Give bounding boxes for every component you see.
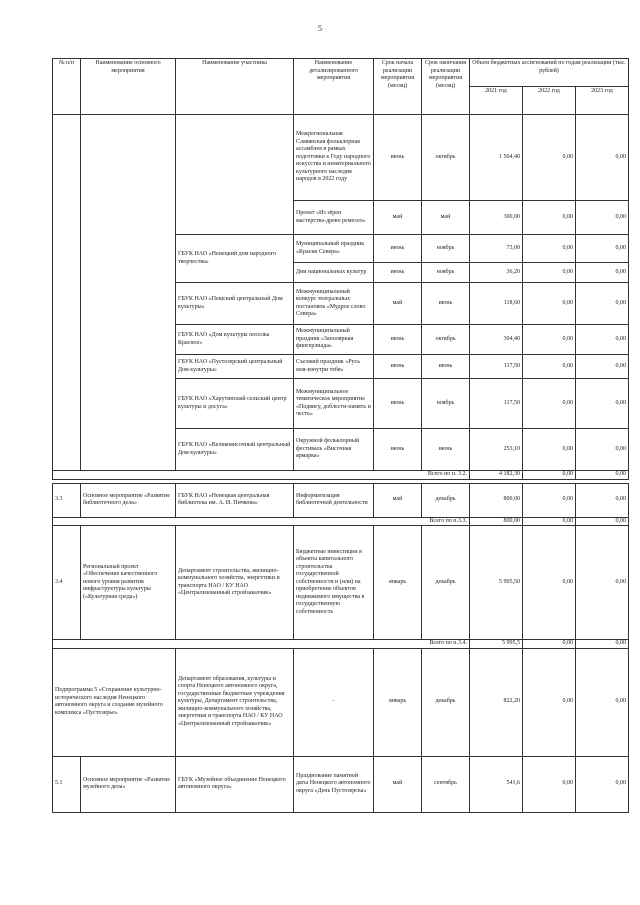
row-start: июнь xyxy=(374,355,422,379)
row-2023: 0,00 xyxy=(576,648,629,756)
total-2021: 5 995,5 xyxy=(470,640,523,649)
row-start: май xyxy=(374,483,422,517)
row-2021: 541,6 xyxy=(470,756,523,812)
row-2021: 1 564,40 xyxy=(470,115,523,201)
row-2023: 0,00 xyxy=(576,201,629,235)
row-end: октябрь xyxy=(422,115,470,201)
row-main-event: Основное мероприятие «Развитие музейного дела» xyxy=(81,756,176,812)
row-2021: 117,50 xyxy=(470,355,523,379)
row-2021: 304,40 xyxy=(470,325,523,355)
row-2021: 36,20 xyxy=(470,263,523,283)
total-2023: 0,00 xyxy=(576,640,629,649)
row-2023: 0,00 xyxy=(576,429,629,471)
row-main-event: Основное мероприятие «Развитие библиотечного дела» xyxy=(81,483,176,517)
row-detail: Бюджетные инвестиции в объекты капитального строительства государственной собственности и (или) на приобретение объектов недвижимого имущества в государственную собственность xyxy=(294,526,374,640)
row-detail: Информатизация библиотечной деятельности xyxy=(294,483,374,517)
row-start: июнь xyxy=(374,379,422,429)
row-2023: 0,00 xyxy=(576,355,629,379)
row-end: сентябрь xyxy=(422,756,470,812)
row-start: май xyxy=(374,201,422,235)
row-2022: 0,00 xyxy=(523,756,576,812)
row-participant: ГБУК НАО «Ненецкий дом народного творчества» xyxy=(176,235,294,283)
total-row xyxy=(53,517,629,526)
row-end: декабрь xyxy=(422,483,470,517)
row-detail: Межмуниципальный праздник «Заполярная фингерлиада» xyxy=(294,325,374,355)
total-2022: 0,00 xyxy=(523,517,576,526)
row-2021: 73,00 xyxy=(470,235,523,263)
row-num xyxy=(53,115,81,471)
row-2021: 5 995,50 xyxy=(470,526,523,640)
row-2023: 0,00 xyxy=(576,483,629,517)
header-main-event: Наименование основного мероприятия xyxy=(81,59,176,115)
table-row xyxy=(53,115,629,201)
row-participant: ГБУК НАО «Пешский центральный Дом культуры» xyxy=(176,283,294,325)
row-end: ноябрь xyxy=(422,235,470,263)
row-detail: Межрегиональная Славянская фольклорная ассамблея в рамках подготовки к Году народного искусства и нематериального культурного наследия народов в 2022 году xyxy=(294,115,374,201)
row-2022: 0,00 xyxy=(523,263,576,283)
row-main-event: Региональный проект «Обеспечение качественного нового уровня развития инфраструктуры культуры («Культурная среда») xyxy=(81,526,176,640)
row-end: ноябрь xyxy=(422,379,470,429)
row-2022: 0,00 xyxy=(523,379,576,429)
total-2021: 4 182,30 xyxy=(470,471,523,480)
total-2023: 0,00 xyxy=(576,517,629,526)
row-2022: 0,00 xyxy=(523,355,576,379)
row-detail: - xyxy=(294,648,374,756)
row-participant: ГБУК НАО «Харутинский сельский центр культуры и досуга» xyxy=(176,379,294,429)
row-2022: 0,00 xyxy=(523,115,576,201)
row-subprogram: Подпрограмма 5 «Сохранение культурно-исторического наследия Ненецкого автономного округа и создание музейного комплекса «Пустозерье» xyxy=(53,648,176,756)
total-label: Всего по п.3.4. xyxy=(53,640,470,649)
row-detail: Съезжий праздник «Русь моя-изнутри тебя» xyxy=(294,355,374,379)
header-budget: Объем бюджетных ассигнований по годам реализации (тыс. рублей) xyxy=(470,59,629,87)
header-start: Срок начала реализации мероприятия (месяц) xyxy=(374,59,422,115)
row-end: ноябрь xyxy=(422,263,470,283)
row-num: 5.1 xyxy=(53,756,81,812)
row-end: декабрь xyxy=(422,526,470,640)
table-row xyxy=(53,756,629,812)
row-participant: Департамент образования, культуры и спорта Ненецкого автономного округа, государственные бюджетные учреждения культуры, Департамент строительства, жилищно-коммунального хозяйства, энергетики и транспорта НАО / КУ НАО «Централизованный стройзаказчик» xyxy=(176,648,294,756)
row-2021: 300,00 xyxy=(470,201,523,235)
row-2022: 0,00 xyxy=(523,235,576,263)
total-2021: 800,00 xyxy=(470,517,523,526)
row-2022: 0,00 xyxy=(523,429,576,471)
row-participant: ГБУК НАО «Дом культуры поселка Красное» xyxy=(176,325,294,355)
row-2023: 0,00 xyxy=(576,526,629,640)
row-detail: Межмуниципальный конкурс театральных постановок «Мудрое слово Севера» xyxy=(294,283,374,325)
row-start: январь xyxy=(374,648,422,756)
total-label: Всего по п.3.3. xyxy=(53,517,470,526)
row-start: июнь xyxy=(374,235,422,263)
row-2022: 0,00 xyxy=(523,325,576,355)
row-2022: 0,00 xyxy=(523,283,576,325)
row-start: май xyxy=(374,756,422,812)
row-main-event xyxy=(81,115,176,471)
row-2023: 0,00 xyxy=(576,379,629,429)
row-2021: 800,00 xyxy=(470,483,523,517)
total-2022: 0,00 xyxy=(523,471,576,480)
row-start: июнь xyxy=(374,263,422,283)
row-detail: Межмуниципальное тематическое мероприятие «Подвигу, доблести-память и честь» xyxy=(294,379,374,429)
row-end: декабрь xyxy=(422,648,470,756)
row-participant: ГБУК НАО «Великовисочный центральный Дом культуры» xyxy=(176,429,294,471)
row-2022: 0,00 xyxy=(523,201,576,235)
row-detail: Дни национальных культур xyxy=(294,263,374,283)
row-2021: 118,60 xyxy=(470,283,523,325)
row-num: 3.4 xyxy=(53,526,81,640)
total-row xyxy=(53,471,629,480)
total-2023: 0,00 xyxy=(576,471,629,480)
budget-table xyxy=(52,58,629,813)
total-label: Всего по п. 3.2. xyxy=(53,471,470,480)
total-row xyxy=(53,640,629,649)
row-start: июнь xyxy=(374,429,422,471)
header-num: № п/п xyxy=(53,59,81,115)
row-2022: 0,00 xyxy=(523,483,576,517)
row-2021: 822,20 xyxy=(470,648,523,756)
table-row xyxy=(53,648,629,756)
row-2023: 0,00 xyxy=(576,325,629,355)
row-detail: Окружной фольклорный фестиваль «Височная ярмарка» xyxy=(294,429,374,471)
row-2023: 0,00 xyxy=(576,756,629,812)
table-row xyxy=(53,526,629,640)
row-start: июнь xyxy=(374,115,422,201)
row-2022: 0,00 xyxy=(523,648,576,756)
row-participant: ГБУК НАО «Пустозерский центральный Дом культуры» xyxy=(176,355,294,379)
header-2023: 2023 год xyxy=(576,87,629,115)
header-participant: Наименование участника xyxy=(176,59,294,115)
row-end: октябрь xyxy=(422,325,470,355)
row-start: январь xyxy=(374,526,422,640)
header-2021: 2021 год xyxy=(470,87,523,115)
row-2021: 117,50 xyxy=(470,379,523,429)
row-2023: 0,00 xyxy=(576,115,629,201)
row-num: 3.3 xyxy=(53,483,81,517)
row-2023: 0,00 xyxy=(576,235,629,263)
total-2022: 0,00 xyxy=(523,640,576,649)
row-participant: Департамент строительства, жилищно-коммунального хозяйства, энергетики и транспорта НАО / КУ НАО «Централизованный стройзаказчик» xyxy=(176,526,294,640)
row-2023: 0,00 xyxy=(576,283,629,325)
header-end: Срок окончания реализации мероприятия (месяц) xyxy=(422,59,470,115)
row-start: июнь xyxy=(374,325,422,355)
row-end: май xyxy=(422,201,470,235)
header-2022: 2022 год xyxy=(523,87,576,115)
row-2021: 253,10 xyxy=(470,429,523,471)
row-detail: Муниципальный праздник «Краски Севера» xyxy=(294,235,374,263)
row-participant: ГБУК НАО «Ненецкая центральная библиотека им. А. И. Пичкова» xyxy=(176,483,294,517)
row-participant xyxy=(176,115,294,235)
row-2023: 0,00 xyxy=(576,263,629,283)
row-detail: Празднование памятной даты Ненецкого автономного округа «День Пустозерска» xyxy=(294,756,374,812)
row-start: май xyxy=(374,283,422,325)
header-detail-event: Наименование детализированного мероприятия xyxy=(294,59,374,115)
row-end: июнь xyxy=(422,283,470,325)
row-end: июнь xyxy=(422,355,470,379)
row-participant: ГБУК «Музейное объединение Ненецкого автономного округа» xyxy=(176,756,294,812)
page-number: 5 xyxy=(318,24,322,33)
row-2022: 0,00 xyxy=(523,526,576,640)
row-end: июнь xyxy=(422,429,470,471)
table-row xyxy=(53,483,629,517)
row-detail: Проект «Из зёрен мастерства-древо ремесел» xyxy=(294,201,374,235)
